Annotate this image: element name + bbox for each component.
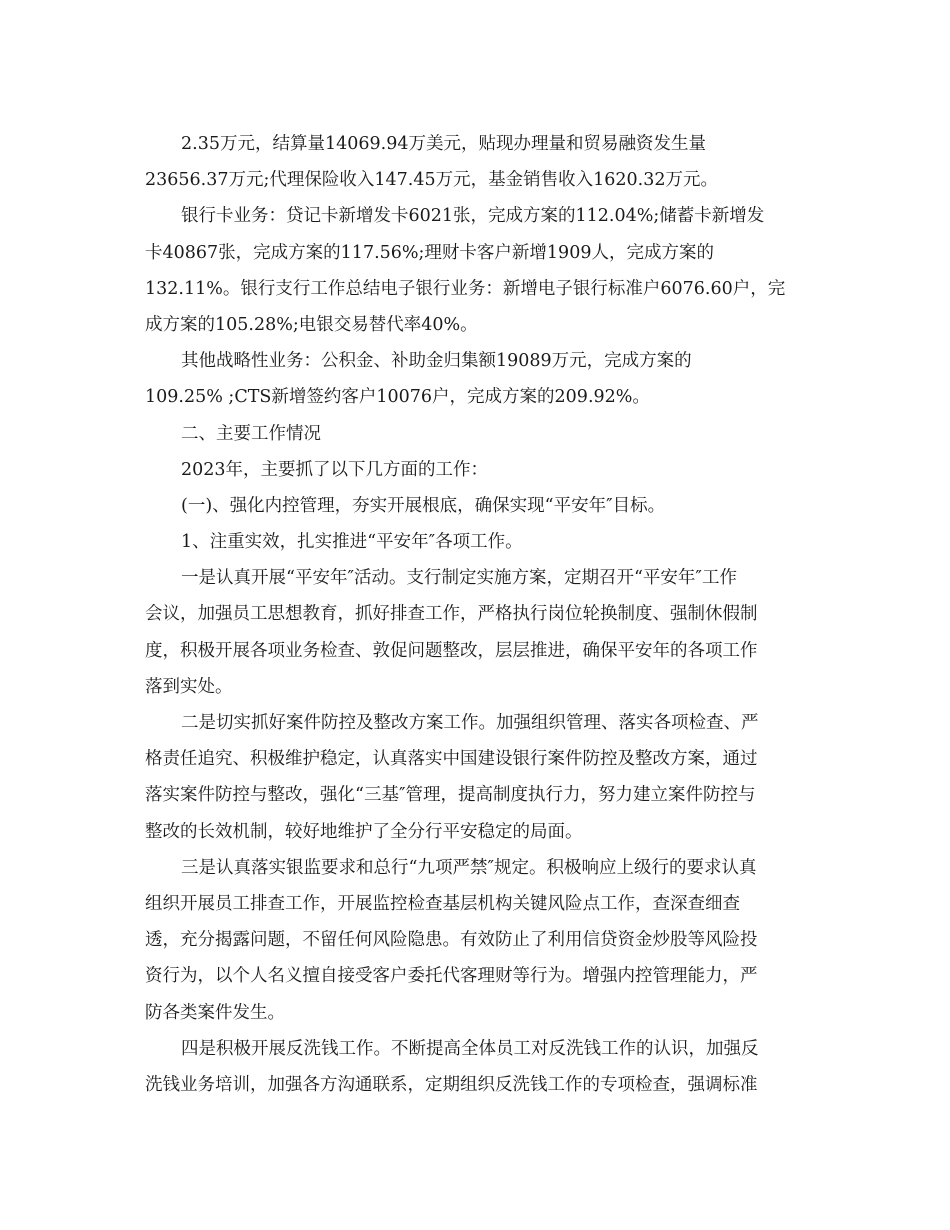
text-line: 度，积极开展各项业务检查、敦促问题整改，层层推进，确保平安年的各项工作 [145, 640, 758, 661]
text-line: 防各类案件发生。 [145, 1002, 285, 1023]
text-line: 组织开展员工排查工作，开展监控检查基层机构关键风险点工作，查深查细查 [145, 893, 740, 914]
text-line: 落到实处。 [145, 676, 233, 697]
text-line: 四是积极开展反洗钱工作。不断提高全体员工对反洗钱工作的认识，加强反 [181, 1038, 759, 1059]
text-line: 其他战略性业务：公积金、补助金归集额19089万元，完成方案的 [181, 351, 692, 372]
text-line: 整改的长效机制，较好地维护了全分行平安稳定的局面。 [145, 821, 583, 842]
text-line: 银行卡业务：贷记卡新增发卡6021张，完成方案的112.04%;储蓄卡新增发 [181, 206, 765, 227]
text-line: 卡40867张，完成方案的117.56%;理财卡客户新增1909人，完成方案的 [145, 242, 714, 263]
text-line: (一)、强化内控管理，夯实开展根底，确保实现“平安年″目标。 [181, 495, 666, 516]
text-line: 二是切实抓好案件防控及整改方案工作。加强组织管理、落实各项检查、严 [181, 713, 759, 733]
text-line: 格责任追究、积极维护稳定，认真落实中国建设银行案件防控及整改方案，通过 [145, 749, 758, 770]
text-line: 会议，加强员工思想教育，抓好排查工作，严格执行岗位轮换制度、强制休假制 [145, 604, 758, 625]
text-line: 132.11%。银行支行工作总结电子银行业务：新增电子银行标准户6076.60户，完 [145, 278, 786, 299]
text-line: 三是认真落实银监要求和总行“九项严禁″规定。积极响应上级行的要求认真 [181, 857, 757, 878]
text-line: 二、主要工作情况 [181, 423, 321, 444]
text-line: 资行为，以个人名义擅自接受客户委托代客理财等行为。增强内控管理能力，严 [145, 966, 758, 987]
text-line: 一是认真开展“平安年″活动。支行制定实施方案，定期召开“平安年″工作 [181, 568, 737, 589]
text-line: 2023年，主要抓了以下几方面的工作： [181, 459, 489, 480]
text-line: 洗钱业务培训，加强各方沟通联系，定期组织反洗钱工作的专项检查，强调标准 [145, 1074, 758, 1095]
text-line: 109.25% ;CTS新增签约客户10076户，完成方案的209.92%。 [145, 387, 650, 408]
text-line: 落实案件防控与整改，强化“三基″管理，提高制度执行力，努力建立案件防控与 [145, 785, 756, 806]
text-line: 成方案的105.28%;电银交易替代率40%。 [145, 314, 478, 335]
text-line: 透，充分揭露问题，不留任何风险隐患。有效防止了利用信贷资金炒股等风险投 [145, 930, 758, 951]
text-line: 1、注重实效，扎实推进“平安年″各项工作。 [181, 532, 523, 553]
text-line: 23656.37万元;代理保险收入147.45万元，基金销售收入1620.32万元。 [145, 170, 718, 191]
text-line: 2.35万元，结算量14069.94万美元，贴现办理量和贸易融资发生量 [181, 134, 706, 154]
document-body [145, 126, 815, 1103]
